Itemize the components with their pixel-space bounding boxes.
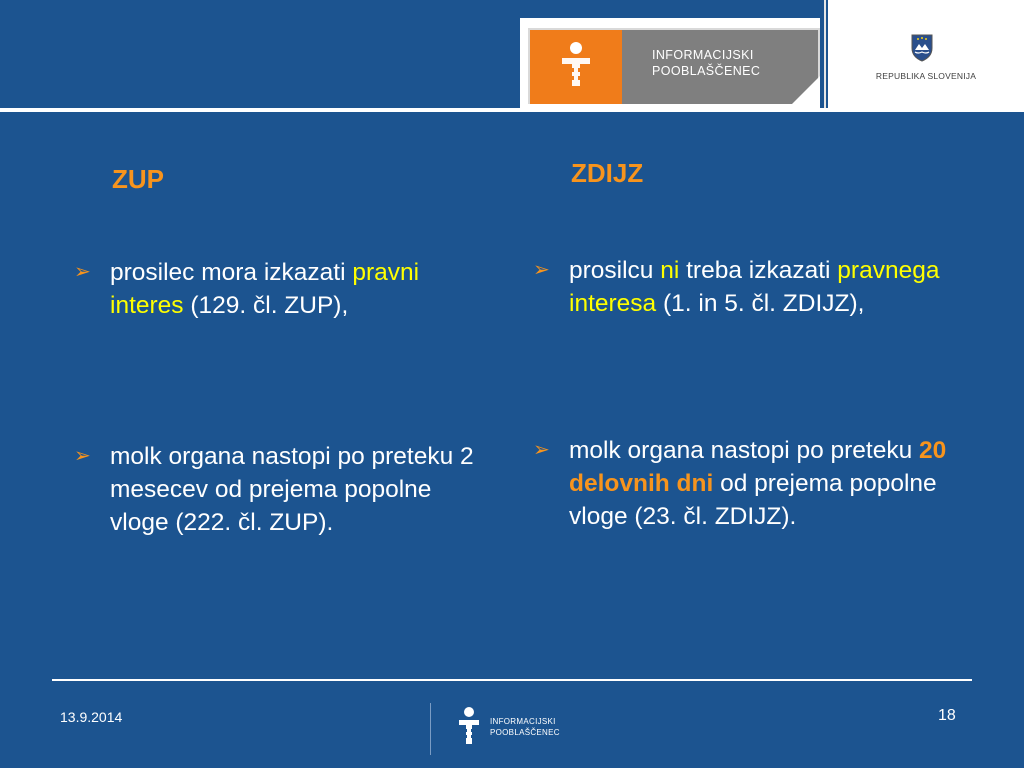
arrow-right-icon: ➢ <box>533 259 550 281</box>
footer-divider <box>52 679 972 681</box>
footer-logo-line2: POOBLAŠČENEC <box>490 728 560 737</box>
bullet-text <box>569 434 973 533</box>
footer-logo-line1: INFORMACIJSKI <box>490 717 556 726</box>
ip-logo-text <box>652 47 760 79</box>
informacijski-pooblascenec-logo-icon <box>456 706 482 746</box>
header-separator <box>824 0 826 108</box>
zup-bullet-1 <box>74 256 474 366</box>
footer-date: 13.9.2014 <box>60 709 123 725</box>
arrow-right-icon: ➢ <box>74 261 91 283</box>
footer-logo-text <box>490 716 560 738</box>
highlight-text: ni <box>660 257 680 284</box>
bullet-text <box>110 256 474 322</box>
ip-logo-line2: POOBLAŠČENEC <box>652 64 761 78</box>
zdijz-bullet-1 <box>533 254 953 364</box>
highlight-text: 20 delovnih dni <box>569 437 947 497</box>
informacijski-pooblascenec-logo-icon <box>556 40 596 88</box>
ip-logo-corner-cut <box>790 76 820 106</box>
text-segment: treba izkazati <box>679 257 838 284</box>
zup-title: ZUP <box>112 164 164 194</box>
arrow-right-icon: ➢ <box>74 445 91 467</box>
bullet-text: molk organa nastopi po preteku 2 mesecev od prejema popolne vloge (222. čl. ZUP). <box>110 443 474 536</box>
slovenia-coat-of-arms-icon <box>911 34 933 62</box>
header-divider <box>0 108 1024 112</box>
text-segment: prosilec mora izkazati <box>110 259 353 286</box>
text-segment: (129. čl. ZUP), <box>183 292 349 319</box>
text-segment: od prejema popolne vloge (23. čl. ZDIJZ). <box>569 470 937 530</box>
zdijz-title: ZDIJZ <box>571 158 644 188</box>
highlight-text: pravni interes <box>110 259 420 319</box>
bullet-text <box>569 254 953 320</box>
ip-logo-line1: INFORMACIJSKI <box>652 48 754 62</box>
page-number: 18 <box>938 707 956 724</box>
republic-label: REPUBLIKA SLOVENIJA <box>875 71 977 81</box>
footer-separator <box>430 703 431 755</box>
text-segment: molk organa nastopi po preteku <box>569 437 920 464</box>
highlight-text: pravnega interesa <box>569 257 940 317</box>
arrow-right-icon: ➢ <box>533 439 550 461</box>
zdijz-bullet-2 <box>533 434 973 584</box>
zup-bullet-2 <box>74 440 474 590</box>
text-segment: (1. in 5. čl. ZDIJZ), <box>656 290 865 317</box>
text-segment: prosilcu <box>569 257 661 284</box>
